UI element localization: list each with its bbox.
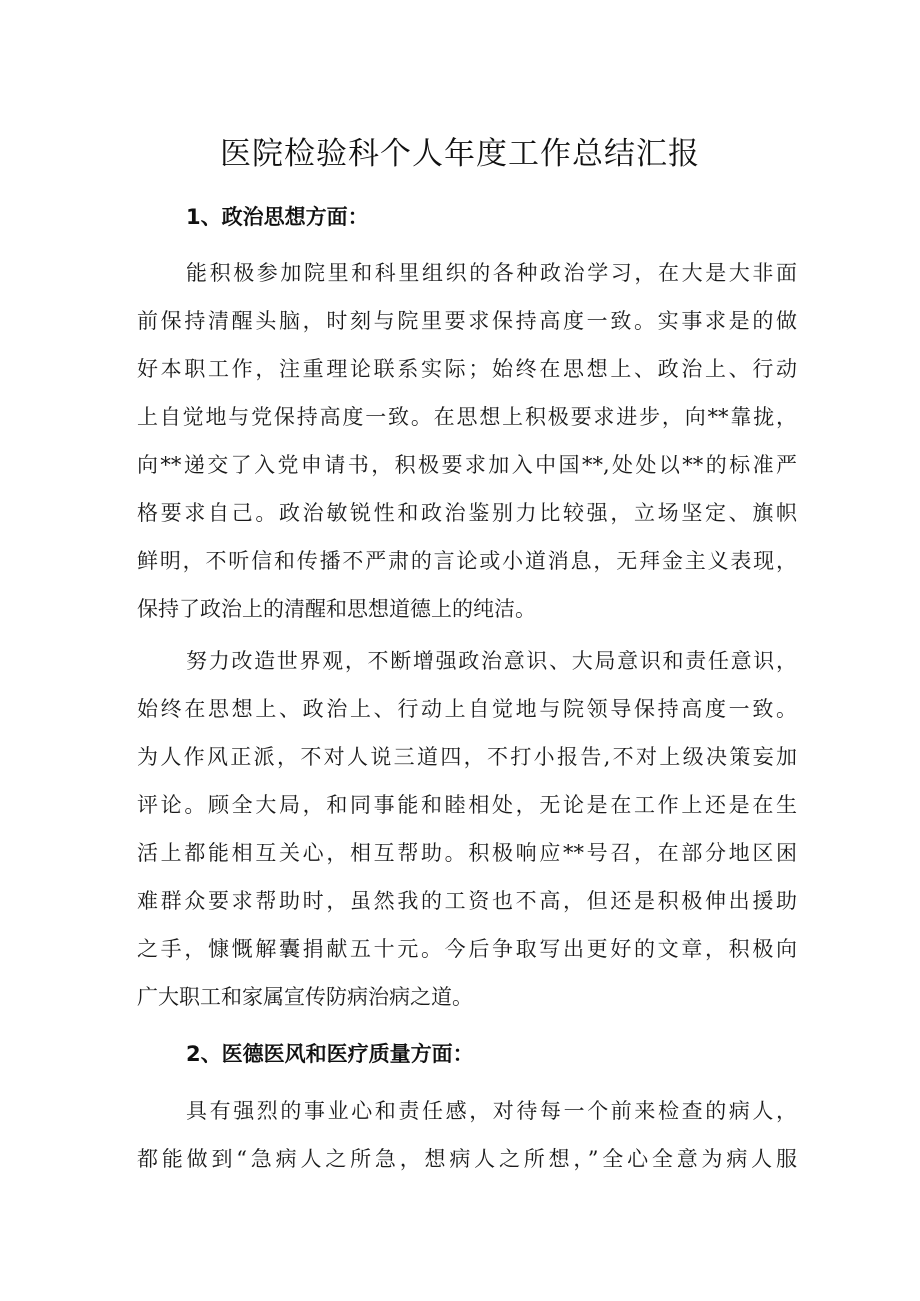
paragraph-line: 之手，慷慨解囊捐献五十元。今后争取写出更好的文章，积极向 <box>137 937 797 961</box>
section-heading-1: 1、政治思想方面： <box>186 205 369 229</box>
paragraph-line: 上自觉地与党保持高度一致。在思想上积极要求进步，向**靠拢， <box>137 405 797 429</box>
paragraph-line: 好本职工作，注重理论联系实际；始终在思想上、政治上、行动 <box>137 357 797 381</box>
paragraph-line: 难群众要求帮助时，虽然我的工资也不高，但还是积极伸出援助 <box>137 889 797 913</box>
paragraph-line: 评论。顾全大局，和同事能和睦相处，无论是在工作上还是在生 <box>137 793 797 817</box>
paragraph-line: 具有强烈的事业心和责任感，对待每一个前来检查的病人， <box>186 1099 797 1123</box>
paragraph-line: 努力改造世界观，不断增强政治意识、大局意识和责任意识， <box>186 649 797 673</box>
paragraph-line: 为人作风正派，不对人说三道四，不打小报告,不对上级决策妄加 <box>137 745 797 769</box>
paragraph-line: 始终在思想上、政治上、行动上自觉地与院领导保持高度一致。 <box>137 697 797 721</box>
paragraph-line: 向**递交了入党申请书，积极要求加入中国**,处处以**的标准严 <box>137 453 797 477</box>
paragraph-line: 能积极参加院里和科里组织的各种政治学习，在大是大非面 <box>186 261 797 285</box>
document-title: 医院检验科个人年度工作总结汇报 <box>220 136 700 172</box>
section-heading-2: 2、医德医风和医疗质量方面： <box>186 1042 474 1066</box>
paragraph-line: 广大职工和家属宣传防病治病之道。 <box>137 985 473 1009</box>
paragraph-line: 前保持清醒头脑，时刻与院里要求保持高度一致。实事求是的做 <box>137 309 797 333</box>
paragraph-line: 保持了政治上的清醒和思想道德上的纯洁。 <box>137 597 536 621</box>
paragraph-line: 格要求自己。政治敏锐性和政治鉴别力比较强，立场坚定、旗帜 <box>137 501 797 525</box>
paragraph-line: 都能做到“急病人之所急，想病人之所想，”全心全意为病人服 <box>137 1147 797 1171</box>
paragraph-line: 鲜明，不听信和传播不严肃的言论或小道消息，无拜金主义表现， <box>137 549 797 573</box>
paragraph-line: 活上都能相互关心，相互帮助。积极响应**号召，在部分地区困 <box>137 841 797 865</box>
